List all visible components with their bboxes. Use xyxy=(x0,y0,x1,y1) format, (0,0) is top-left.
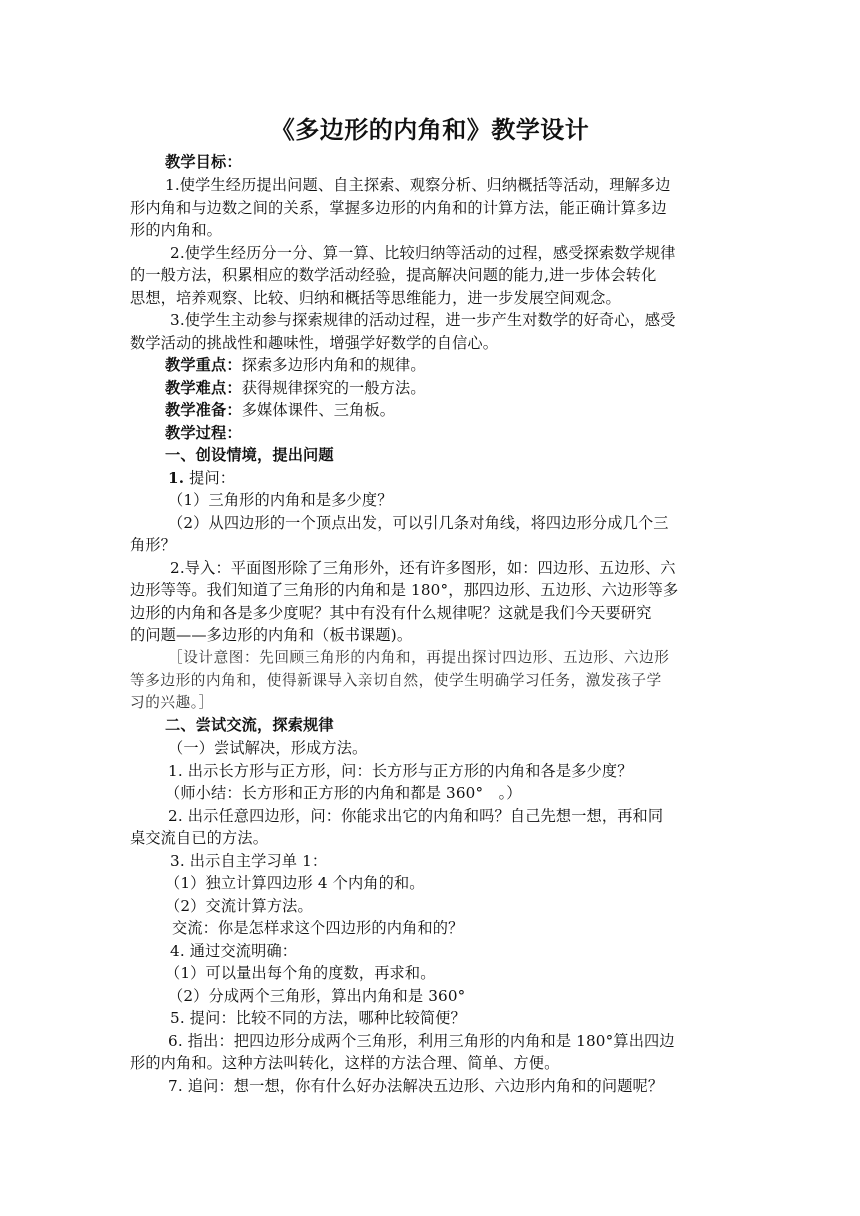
question-2-line-2: 角形？ xyxy=(130,536,177,554)
step-1-note: （师小结：长方形和正方形的内角和都是 360° 。） xyxy=(165,784,522,802)
objective-3-line-2: 数学活动的挑战性和趣味性，增强学好数学的自信心。 xyxy=(130,334,499,352)
difficulty xyxy=(165,377,426,399)
step-7: 7. 追问：想一想，你有什么好办法解决五边形、六边形内角和的问题呢？ xyxy=(168,1077,664,1095)
step-5: 5. 提问：比较不同的方法，哪种比较简便？ xyxy=(170,1009,466,1027)
design-intent-line-2: 等多边形的内角和，使得新课导入亲切自然，使学生明确学习任务，激发孩子学 xyxy=(130,672,662,689)
step-2-line-1: 2. 出示任意四边形，问：你能求出它的内角和吗？自己先想一想，再和同 xyxy=(168,807,664,825)
step-2-line-2: 桌交流自已的方法。 xyxy=(130,829,269,847)
objective-2-line-3: 思想，培养观察、比较、归纳和概括等思维能力，进一步发展空间观念。 xyxy=(130,289,621,307)
objective-3-line-1: 3.使学生主动参与探索规律的活动过程，进一步产生对数学的好奇心，感受 xyxy=(170,311,676,329)
objective-1-line-2: 形内角和与边数之间的关系，掌握多边形的内角和的计算方法，能正确计算多边 xyxy=(130,199,667,217)
difficulty-label: 教学难点： xyxy=(165,379,242,397)
process-heading: 教学过程： xyxy=(165,424,242,442)
step-1: 1. 出示长方形与正方形，问：长方形与正方形的内角和各是多少度？ xyxy=(168,762,633,780)
question-1: （1）三角形的内角和是多少度？ xyxy=(168,491,393,509)
subsection-1-heading: （一）尝试解决，形成方法。 xyxy=(168,739,368,757)
step-4-item-1: （1）可以量出每个角的度数，再求和。 xyxy=(165,964,436,982)
intro-line-2: 边形等等。我们知道了三角形的内角和是 180°，那四边形、五边形、六边形等多 xyxy=(130,581,679,599)
preparation xyxy=(165,399,395,421)
question-2-line-1: （2）从四边形的一个顶点出发，可以引几条对角线，将四边形分成几个三 xyxy=(168,514,669,532)
document-title: 《多边形的内角和》教学设计 xyxy=(270,116,590,144)
design-intent-line-3: 习的兴趣。］ xyxy=(130,694,214,711)
step-3: 3. 出示自主学习单 1： xyxy=(170,852,328,870)
step-6-line-2: 形的内角和。这种方法叫转化，这样的方法合理、简单、方便。 xyxy=(130,1054,560,1072)
intro-line-1: 2.导入：平面图形除了三角形外，还有许多图形，如：四边形、五边形、六 xyxy=(170,559,676,577)
intro-line-4: 的问题——多边形的内角和（板书课题)。 xyxy=(130,626,413,644)
preparation-text: 多媒体课件、三角板。 xyxy=(241,401,396,419)
key-point-label: 教学重点： xyxy=(165,356,242,374)
key-point xyxy=(165,354,426,376)
section-1-heading: 一、创设情境，提出问题 xyxy=(165,446,334,464)
objectives-heading: 教学目标： xyxy=(165,153,242,171)
step-3-item-2: （2）交流计算方法。 xyxy=(165,897,313,915)
step-4-item-2: （2）分成两个三角形，算出内角和是 360° xyxy=(168,987,466,1005)
objective-1-line-3: 形的内角和。 xyxy=(130,221,223,239)
step-3-item-1: （1）独立计算四边形 4 个内角的和。 xyxy=(165,874,425,892)
step-3-item-3: 交流：你是怎样求这个四边形的内角和的？ xyxy=(172,919,464,937)
objective-1-line-1: 1.使学生经历提出问题、自主探索、观察分析、归纳概括等活动，理解多边 xyxy=(165,176,671,194)
preparation-label: 教学准备： xyxy=(165,401,242,419)
difficulty-text: 获得规律探究的一般方法。 xyxy=(241,379,426,397)
step-6-line-1: 6. 指出：把四边形分成两个三角形，利用三角形的内角和是 180°算出四边 xyxy=(168,1032,675,1050)
intro-line-3: 边形的内角和各是多少度呢？其中有没有什么规律呢？这就是我们今天要研究 xyxy=(130,604,652,622)
design-intent-line-1: ［设计意图：先回顾三角形的内角和，再提出探讨四边形、五边形、六边形 xyxy=(168,649,670,666)
question-label: 提问： xyxy=(184,469,236,487)
key-point-text: 探索多边形内角和的规律。 xyxy=(241,356,426,374)
section-2-heading: 二、尝试交流，探索规律 xyxy=(165,716,334,734)
step-4: 4. 通过交流明确： xyxy=(170,942,298,960)
objective-2-line-1: 2.使学生经历分一分、算一算、比较归纳等活动的过程，感受探索数学规律 xyxy=(170,244,676,262)
question-number: 1. xyxy=(168,469,185,487)
objective-2-line-2: 的一般方法，积累相应的数学活动经验，提高解决问题的能力,进一步体会转化 xyxy=(130,266,657,284)
section-1-question xyxy=(168,467,235,489)
